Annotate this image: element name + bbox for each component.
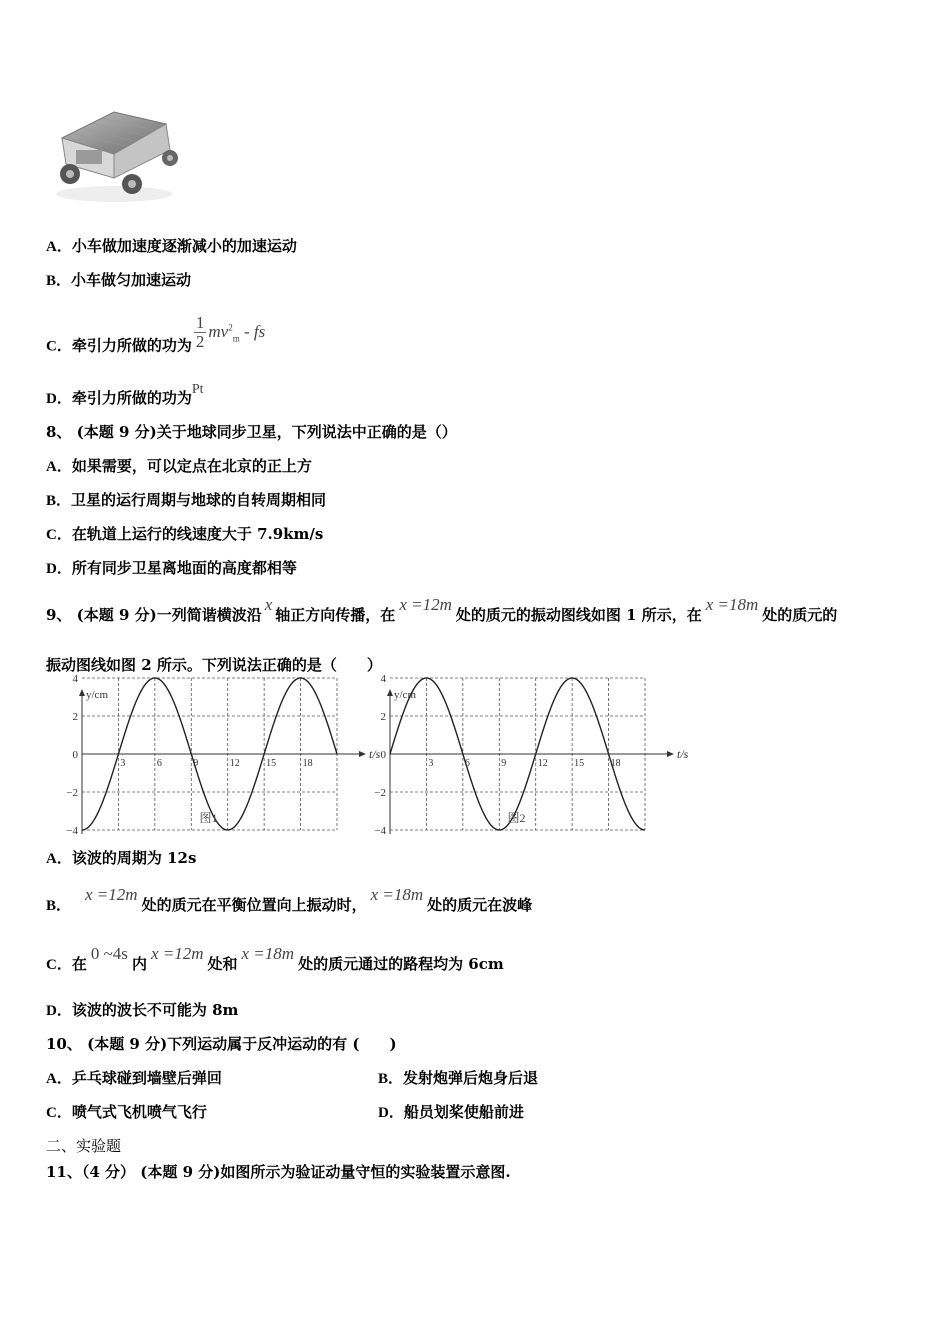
x-tick-label: 3 — [428, 758, 434, 769]
q9-option-d[interactable] — [46, 1000, 238, 1021]
option-label: C． — [46, 527, 72, 543]
option-label: A． — [46, 459, 72, 475]
option-c[interactable] — [46, 313, 266, 365]
solar-car-image — [44, 106, 184, 206]
section-heading: 二、实验题 — [46, 1137, 122, 1155]
option-text: 该波的波长不可能为 8m — [71, 1001, 239, 1019]
q9-option-b[interactable]: B．x =12m处的质元在平衡位置向上振动时，x =18m处的质元在波峰 — [46, 885, 533, 914]
question-8-stem: 8、 (本题 9 分)关于地球同步卫星，下列说法中正确的是（） — [46, 423, 457, 441]
fraction: $\frac{1}{2}$ — [195, 313, 205, 351]
question-9-stem: 9、 (本题 9 分)一列简谐横波沿x轴正方向传播，在x =12m处的质元的振动图线如图 1 所示，在x =18m处的质元的 — [46, 595, 838, 624]
power-time-expression: Pt — [191, 382, 204, 397]
q8-option-c[interactable] — [46, 524, 323, 545]
option-b[interactable] — [46, 270, 191, 291]
option-label: D． — [46, 391, 72, 407]
q10-option-c[interactable] — [46, 1102, 207, 1123]
y-axis-label: y/cm — [394, 689, 416, 701]
work-expression: $mv^2_m$ - fs — [208, 321, 266, 343]
q8-option-d[interactable] — [46, 558, 297, 579]
option-text: 喷气式飞机喷气飞行 — [71, 1103, 207, 1121]
option-text: 牵引力所做的功为 — [71, 336, 192, 355]
y-tick-label: 4 — [72, 673, 78, 685]
option-text: 如果需要，可以定点在北京的正上方 — [71, 457, 312, 475]
x-tick-label: 3 — [120, 758, 126, 769]
y-tick-label: −2 — [66, 787, 78, 799]
option-label: A． — [46, 851, 72, 867]
option-label: C． — [46, 338, 72, 355]
q10-option-d[interactable] — [378, 1102, 524, 1123]
option-text: 牵引力所做的功为 — [71, 389, 192, 407]
y-tick-label: 0 — [380, 749, 386, 761]
y-tick-label: −2 — [374, 787, 386, 799]
option-label: B． — [46, 898, 72, 914]
option-label: D． — [46, 561, 72, 577]
option-text: 乒乓球碰到墙壁后弹回 — [71, 1069, 222, 1087]
y-axis-arrow — [79, 689, 85, 696]
question-10-stem: 10、 (本题 9 分)下列运动属于反冲运动的有 ( ) — [46, 1035, 397, 1053]
y-tick-label: −4 — [374, 825, 386, 837]
x-tick-label: 12 — [537, 758, 548, 769]
option-label: D． — [378, 1105, 404, 1121]
q8-option-b[interactable] — [46, 490, 326, 511]
option-label: A． — [46, 1071, 72, 1087]
y-tick-label: 0 — [72, 749, 78, 761]
option-text: 发射炮弹后炮身后退 — [403, 1069, 539, 1087]
option-text: 所有同步卫星离地面的高度都相等 — [71, 559, 297, 577]
option-label: B． — [46, 273, 72, 289]
chart-caption: 图2 — [507, 811, 526, 825]
x-axis-label: t/s — [677, 747, 689, 761]
vibration-chart-1 — [56, 673, 381, 837]
option-text: 卫星的运行周期与地球的自转周期相同 — [71, 491, 327, 509]
y-tick-label: 2 — [380, 711, 386, 723]
x-axis-arrow — [667, 751, 674, 757]
x-tick-label: 18 — [610, 758, 621, 769]
x-tick-label: 6 — [464, 758, 470, 769]
option-label: B． — [46, 493, 72, 509]
x-tick-label: 15 — [266, 758, 277, 769]
q10-option-b[interactable] — [378, 1068, 538, 1089]
vibration-chart-2 — [364, 673, 689, 837]
y-axis-arrow — [387, 689, 393, 696]
option-text: 小车做加速度逐渐减小的加速运动 — [71, 237, 297, 255]
option-label: B． — [378, 1071, 404, 1087]
option-text: 该波的周期为 12s — [71, 849, 197, 867]
y-tick-label: −4 — [66, 825, 78, 837]
x-axis-label: t/s — [369, 747, 381, 761]
x-tick-label: 9 — [193, 758, 199, 769]
question-11-stem: 11、（4 分） (本题 9 分)如图所示为验证动量守恒的实验装置示意图. — [46, 1163, 511, 1181]
option-label: C． — [46, 957, 72, 973]
q9-option-c[interactable]: C．在0 ~4s内x =12m处和x =18m处的质元通过的路程均为 6cm — [46, 944, 504, 973]
x-tick-label: 9 — [501, 758, 507, 769]
option-text: 在轨道上运行的线速度大于 7.9km/s — [71, 525, 324, 543]
option-a[interactable] — [46, 236, 297, 257]
y-tick-label: 4 — [380, 673, 386, 685]
option-text: 小车做匀加速运动 — [71, 271, 192, 289]
x-tick-label: 15 — [574, 758, 585, 769]
x-tick-label: 18 — [302, 758, 313, 769]
q8-option-a[interactable] — [46, 456, 312, 477]
option-label: C． — [46, 1105, 72, 1121]
y-axis-label: y/cm — [86, 689, 108, 701]
option-label: A． — [46, 239, 72, 255]
option-d[interactable] — [46, 382, 204, 410]
x-tick-label: 6 — [156, 758, 162, 769]
x-tick-label: 12 — [229, 758, 240, 769]
y-tick-label: 2 — [72, 711, 78, 723]
option-label: D． — [46, 1003, 72, 1019]
q10-option-a[interactable] — [46, 1068, 222, 1089]
chart-caption: 图1 — [199, 811, 218, 825]
option-text: 船员划桨使船前进 — [403, 1103, 524, 1121]
q9-option-a[interactable] — [46, 848, 196, 869]
question-9-stem-cont: 振动图线如图 2 所示。下列说法正确的是（ ） — [46, 656, 382, 674]
